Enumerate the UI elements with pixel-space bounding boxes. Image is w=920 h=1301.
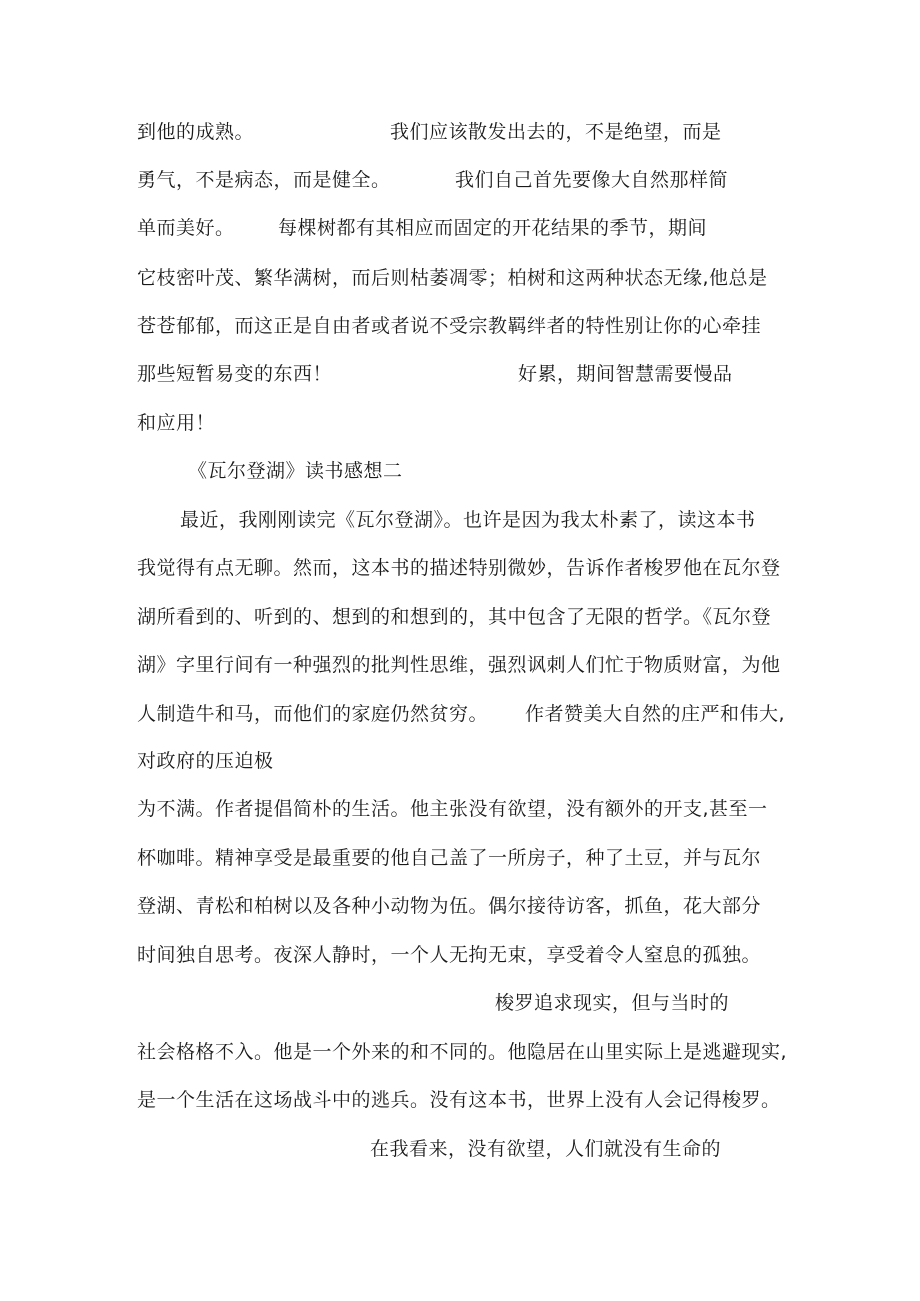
text-line: 登湖、青松和柏树以及各种小动物为伍。偶尔接待访客，抓鱼，花大部分 [137,895,762,917]
text-line: 我们应该散发出去的，不是绝望，而是 [390,121,722,143]
text-line: 我们自己首先要像大自然那样简 [455,169,729,191]
text-line: 和应用！ [137,412,216,434]
text-line: 杯咖啡。精神享受是最重要的他自己盖了一所房子，种了土豆，并与瓦尔 [137,847,762,869]
text-line: 对政府的压迫极 [137,750,274,772]
text-line: 苍苍郁郁，而这正是自由者或者说不受宗教羁绊者的特性别让你的心牵挂 [137,315,762,337]
text-line: 每棵树都有其相应而固定的开花结果的季节，期间 [278,217,708,239]
text-line: 梭罗追求现实，但与当时的 [495,992,730,1014]
text-line: 勇气，不是病态，而是健全。 [137,169,391,191]
text-line: 社会格格不入。他是一个外来的和不同的。他隐居在山里实际上是逃避现实, [137,1041,788,1063]
text-line: 它枝密叶茂、繁华满树，而后则枯萎凋零；柏树和这两种状态无缘,他总是 [137,267,768,289]
text-line: 为不满。作者提倡简朴的生活。他主张没有欲望，没有额外的开支,甚至一 [137,798,768,820]
text-line: 是一个生活在这场战斗中的逃兵。没有这本书，世界上没有人会记得梭罗。 [137,1089,781,1111]
text-line: 时间独自思考。夜深人静时，一个人无拘无束，享受着令人窒息的孤独。 [137,944,762,966]
text-line: 在我看来，没有欲望，人们就没有生命的 [370,1138,722,1160]
text-line: 我觉得有点无聊。然而，这本书的描述特别微妙，告诉作者梭罗他在瓦尔登 [137,557,781,579]
text-line: 湖》字里行间有一种强烈的批判性思维，强烈讽刺人们忙于物质财富，为他 [137,654,781,676]
section-heading: 《瓦尔登湖》读书感想二 [188,460,403,482]
text-line: 作者赞美大自然的庄严和伟大, [525,703,786,725]
text-line: 最近，我刚刚读完《瓦尔登湖》。也许是因为我太朴素了，读这本书 [180,509,756,531]
text-line: 那些短暂易变的东西！ [137,363,333,385]
text-line: 到他的成熟。 [137,121,255,143]
text-line: 好累，期间智慧需要慢品 [518,363,733,385]
text-line: 单而美好。 [137,217,235,239]
text-line: 人制造牛和马，而他们的家庭仍然贫穷。 [137,703,489,725]
text-line: 湖所看到的、听到的、想到的和想到的，其中包含了无限的哲学。《瓦尔登 [137,606,772,628]
